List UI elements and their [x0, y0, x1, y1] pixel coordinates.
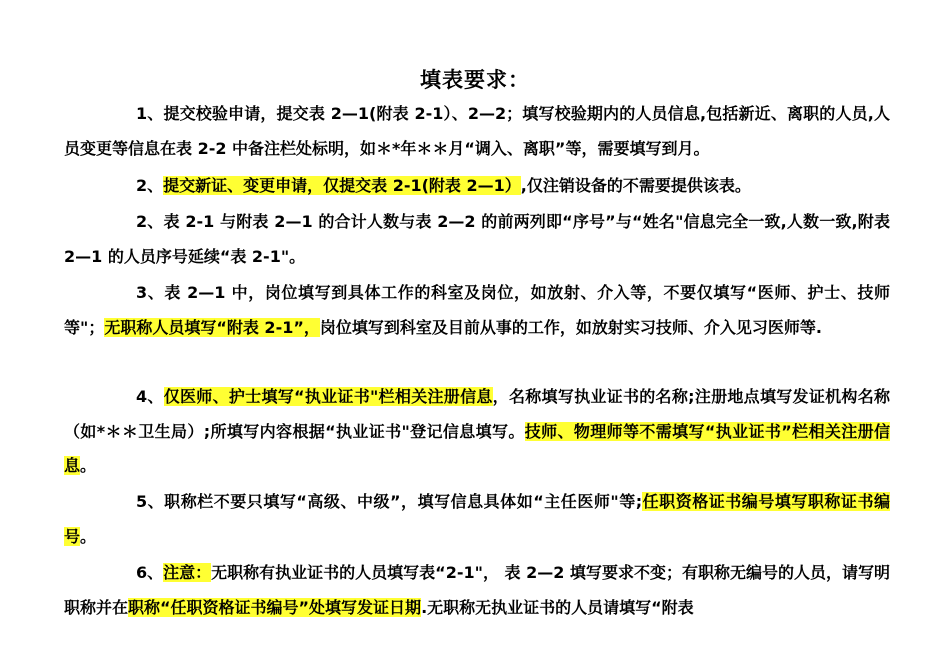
paragraph-4-highlight: 无职称人员填写“附表 2-1”，	[104, 317, 320, 337]
paragraph-5-highlight-2: 技师、物理师等不需填写“执业证书”栏相关注册信息	[64, 421, 890, 475]
paragraph-2-highlight: 提交新证、变更申请，仅提交表 2-1(附表 2—1）	[163, 176, 521, 195]
paragraph-4	[64, 276, 890, 345]
paragraph-2-text-a: 2、	[136, 176, 164, 195]
paragraph-1-text: 1、提交校验申请，提交表 2—1(附表 2-1）、2—2；填写校验期内的人员信息,包括新近、离职的人员,人员变更等信息在表 2-2 中备注栏处标明，如＊*年＊＊月“调入、离职”等，需要填写到月。	[64, 104, 890, 158]
paragraph-7	[64, 556, 890, 625]
paragraph-7-text-a: 6、	[136, 563, 164, 582]
paragraph-6-text-a: 5、职称栏不要只填写“高级、中级”，填写信息具体如“主任医师"等;	[136, 492, 643, 511]
paragraph-5	[64, 380, 890, 484]
paragraph-5-text-a: 4、	[136, 387, 164, 406]
paragraph-6-highlight: 任职资格证书编号填写职称证书编号	[64, 492, 890, 546]
paragraph-5-highlight-1: 仅医师、护士填写“执业证书"栏相关注册信息	[163, 387, 493, 406]
paragraph-1	[64, 97, 890, 166]
paragraph-6-text-b: 。	[80, 526, 97, 546]
document-title: 填表要求：	[420, 68, 530, 92]
paragraph-3-text: 2、表 2-1 与附表 2—1 的合计人数与表 2—2 的前两列即“序号”与“姓名"信息完全一致,人数一致,附表 2—1 的人员序号延续“表 2-1"。	[64, 212, 890, 266]
paragraph-7-text-c: .无职称无执业证书的人员请填写“附表	[421, 597, 694, 617]
paragraph-4-text-b: 岗位填写到科室及目前从事的工作，如放射实习技师、介入见习医师等.	[319, 317, 822, 337]
paragraph-5-text-c: 。	[80, 456, 97, 475]
paragraph-7-text-b: 无职称有执业证书的人员填写表“2-1"， 表 2—2 填写要求不变；有职称无编号的人员，请写明职称并在	[64, 563, 890, 617]
paragraph-3	[64, 205, 890, 274]
paragraph-2	[64, 169, 890, 204]
paragraph-7-highlight-1: 注意：	[163, 563, 212, 582]
paragraph-6	[64, 485, 890, 554]
paragraph-4-text-a: 3、表 2—1 中，岗位填写到具体工作的科室及岗位，如放射、介入等，不要仅填写“医师、护士、技师等"；	[64, 283, 890, 337]
paragraph-5-text-b: ，名称填写执业证书的名称;注册地点填写发证机构名称（如*＊＊卫生局）;所填写内容根据“执业证书"登记信息填写。	[64, 387, 890, 441]
paragraph-2-text-b: ,仅注销设备的不需要提供该表。	[520, 176, 751, 195]
paragraph-7-highlight-2: 职称“任职资格证书编号”处填写发证日期	[128, 597, 422, 617]
